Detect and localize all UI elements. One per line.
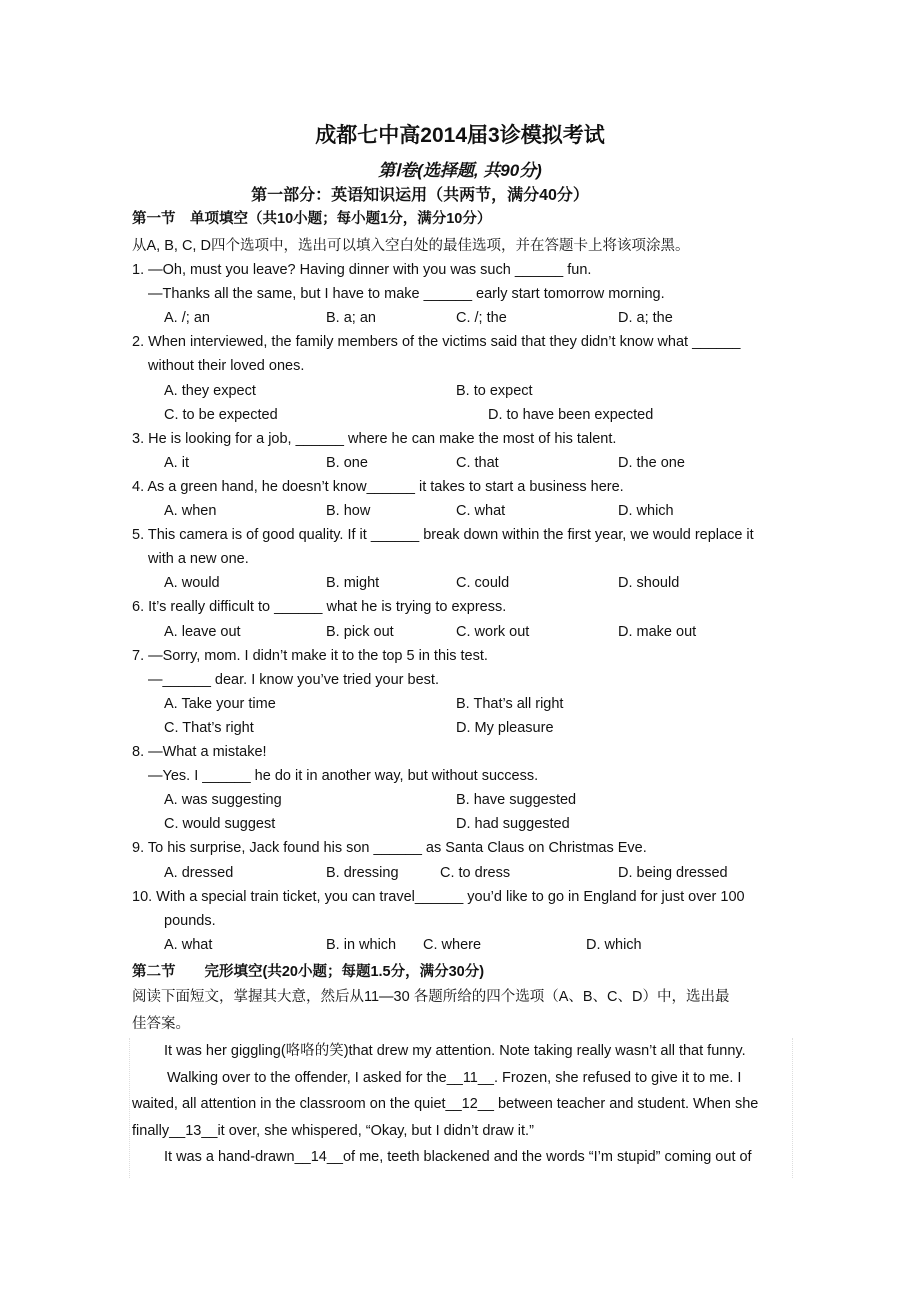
answer-option: D. being dressed — [618, 864, 728, 881]
answer-option: C. where — [423, 936, 482, 953]
answer-option: D. to have been expected — [488, 406, 654, 423]
answer-option: D. which — [618, 503, 674, 519]
answer-option: C. could — [456, 575, 510, 592]
answer-option: C. what — [456, 503, 506, 519]
question-stem: 7. —Sorry, mom. I didn’t make it to the top 5 in this test. — [132, 647, 488, 664]
question-stem: 9. To his surprise, Jack found his son ______ as Santa Claus on Christmas Eve. — [132, 840, 647, 857]
answer-option: C. /; the — [456, 310, 507, 327]
answer-option: A. Take your time — [164, 695, 276, 712]
answer-option: C. that — [456, 454, 499, 471]
answer-option: A. /; an — [164, 310, 210, 327]
passage-line: waited, all attention in the classroom on the quiet__12__ between teacher and student. When she — [132, 1096, 759, 1112]
question-stem-cont: —Thanks all the same, but I have to make ______ early start tomorrow morning. — [148, 286, 665, 303]
question-stem-cont: —______ dear. I know you’ve tried your best. — [148, 671, 439, 688]
question-stem: 6. It’s really difficult to ______ what he is trying to express. — [132, 599, 507, 616]
answer-option: B. how — [326, 503, 371, 519]
section2-heading: 第二节 完形填空(共20小题；每题1.5分，满分30分) — [132, 964, 485, 980]
question-stem: 1. —Oh, must you leave? Having dinner with you was such ______ fun. — [132, 262, 592, 278]
question-stem: 3. He is looking for a job, ______ where he can make the most of his talent. — [132, 430, 617, 447]
answer-option: C. That’s right — [164, 719, 254, 736]
answer-option: A. would — [164, 575, 220, 592]
question-stem-cont: without their loved ones. — [148, 358, 305, 375]
answer-option: B. one — [326, 454, 368, 471]
answer-option: A. they expect — [164, 382, 256, 399]
answer-option: A. dressed — [164, 864, 234, 881]
question-stem-cont: with a new one. — [148, 551, 249, 568]
answer-option: B. dressing — [326, 864, 399, 881]
answer-option: B. to expect — [456, 382, 533, 399]
answer-option: C. to dress — [440, 864, 511, 881]
answer-option: C. would suggest — [164, 816, 276, 833]
passage-line: It was a hand-drawn__14__of me, teeth blackened and the words “I’m stupid” coming out of — [164, 1149, 752, 1165]
answer-option: D. My pleasure — [456, 719, 554, 736]
passage-line: finally__13__it over, she whispered, “Okay, but I didn’t draw it.” — [132, 1122, 534, 1139]
part-heading: 第一部分：英语知识运用（共两节，满分40分） — [251, 187, 589, 204]
volume-heading: 第Ⅰ卷(选择题, 共90分) — [378, 161, 542, 180]
answer-option: D. make out — [618, 623, 697, 640]
question-stem: 10. With a special train ticket, you can travel______ you’d like to go in England for just over 100 — [132, 888, 745, 905]
section1-heading: 第一节 单项填空（共10小题；每小题1分，满分10分） — [132, 211, 492, 227]
question-stem: 5. This camera is of good quality. If it ______ break down within the first year, we would replace it — [132, 527, 754, 544]
passage-line: Walking over to the offender, I asked for the__11__. Frozen, she refused to give it to me. I — [167, 1069, 742, 1086]
answer-option: A. when — [164, 503, 217, 519]
cloze-passage — [129, 1038, 793, 1178]
answer-option: B. in which — [326, 936, 397, 953]
question-stem: 4. As a green hand, he doesn’t know______ it takes to start a business here. — [132, 478, 624, 495]
answer-option: D. should — [618, 575, 680, 592]
answer-option: A. was suggesting — [164, 792, 282, 809]
answer-option: B. That’s all right — [456, 695, 564, 712]
question-stem-cont: pounds. — [164, 912, 216, 929]
answer-option: A. leave out — [164, 623, 241, 640]
exam-title: 成都七中高2014届3诊模拟考试 — [315, 124, 605, 147]
passage-line: It was her giggling(咯咯的笑)that drew my attention. Note taking really wasn’t all that funny. — [164, 1043, 746, 1059]
answer-option: B. have suggested — [456, 792, 577, 809]
answer-option: C. work out — [456, 623, 530, 640]
section2-instruction: 阅读下面短文，掌握其大意，然后从11—30 各题所给的四个选项（A、B、C、D）中，选出最 — [132, 989, 730, 1005]
answer-option: D. the one — [618, 454, 685, 471]
section2-instruction-cont: 佳答案。 — [132, 1016, 190, 1032]
answer-option: B. a; an — [326, 310, 376, 327]
section1-instruction: 从A, B, C, D四个选项中，选出可以填入空白处的最佳选项，并在答题卡上将该项涂黑。 — [132, 238, 690, 254]
answer-option: D. which — [586, 936, 642, 953]
answer-option: D. had suggested — [456, 816, 570, 833]
answer-option: D. a; the — [618, 310, 673, 327]
answer-option: A. it — [164, 454, 189, 471]
answer-option: B. pick out — [326, 623, 394, 640]
answer-option: C. to be expected — [164, 406, 278, 423]
question-stem: 8. —What a mistake! — [132, 744, 267, 760]
question-stem: 2. When interviewed, the family members of the victims said that they didn’t know what ______ — [132, 334, 741, 351]
question-stem-cont: —Yes. I ______ he do it in another way, but without success. — [148, 768, 539, 785]
answer-option: A. what — [164, 936, 213, 953]
answer-option: B. might — [326, 575, 380, 592]
